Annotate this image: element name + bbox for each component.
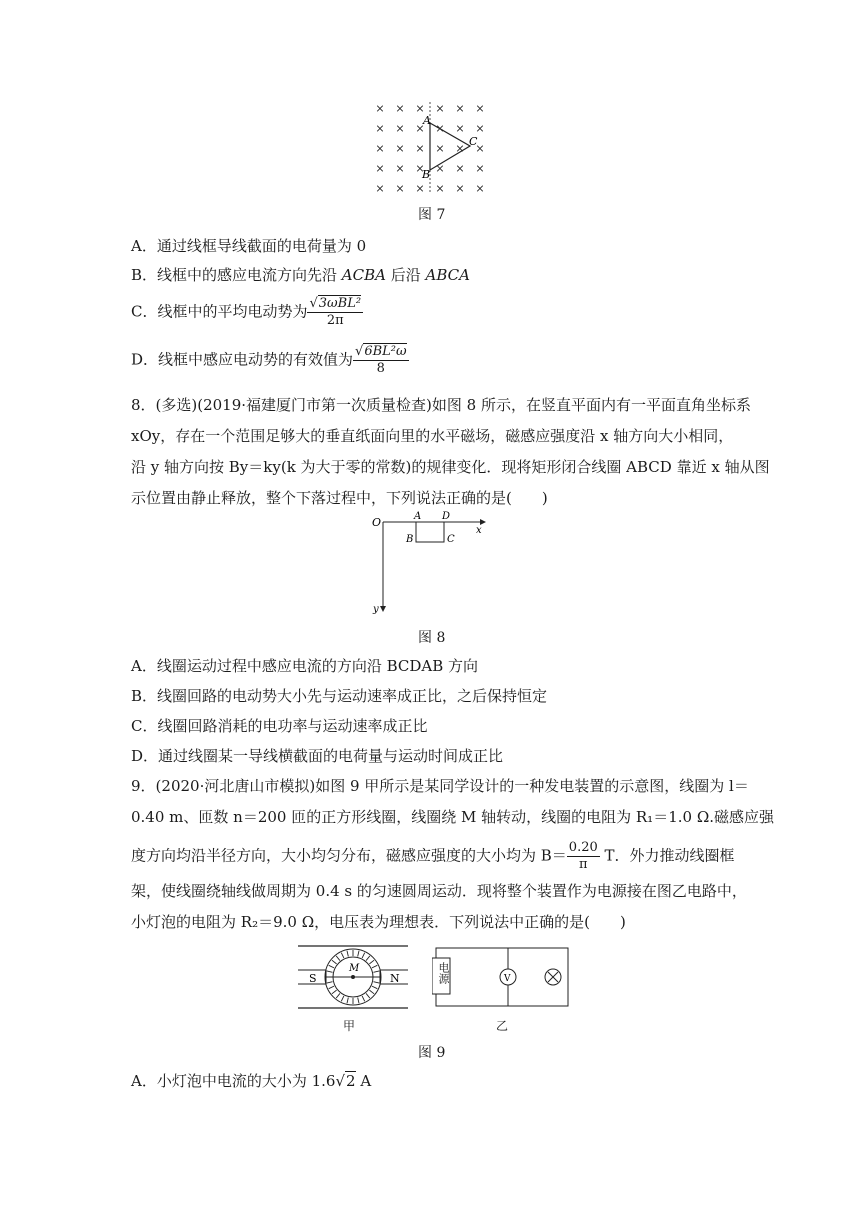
- field-cross-mark: ×: [375, 182, 385, 195]
- q7-option-b: B．线框中的感应电流方向先沿 ACBA 后沿 ABCA: [131, 266, 470, 284]
- fraction: $\frac{\text{√6BL²ω}}{8}$: [355, 344, 407, 376]
- fig7-label-A: A: [423, 114, 431, 127]
- radial-field-line: [347, 951, 348, 957]
- svg-text:D: D: [442, 511, 451, 522]
- q9-line-5: 小灯泡的电阻为 R₂＝9.0 Ω，电压表为理想表．下列说法中正确的是( ): [131, 913, 626, 931]
- radial-field-line: [362, 953, 365, 958]
- fig7-label-C: C: [469, 135, 478, 148]
- figure-9-right-caption: 乙: [496, 1019, 509, 1033]
- field-cross-mark: ×: [475, 182, 485, 195]
- radial-field-line: [336, 956, 340, 961]
- svg-text:M: M: [349, 963, 360, 974]
- field-cross-mark: ×: [415, 162, 425, 175]
- svg-text:C: C: [447, 534, 455, 545]
- radial-field-line: [336, 993, 340, 998]
- field-cross-mark: ×: [395, 122, 405, 135]
- figure-7-caption: 图 7: [418, 207, 446, 223]
- radial-field-line: [327, 982, 333, 983]
- figure-9-left-caption: 甲: [343, 1019, 356, 1033]
- field-cross-mark: ×: [395, 182, 405, 195]
- radial-field-line: [341, 953, 344, 958]
- field-cross-mark: ×: [395, 162, 405, 175]
- q9-option-a: A．小灯泡中电流的大小为 1.6√2 A: [131, 1072, 372, 1090]
- radial-field-line: [327, 971, 333, 972]
- radial-field-line: [332, 960, 337, 964]
- fig7-label-B: B: [422, 168, 431, 181]
- q8-line-1: 8．(多选)(2019·福建厦门市第一次质量检查)如图 8 所示，在竖直平面内有一平面直角坐标系: [131, 396, 751, 414]
- field-cross-mark: ×: [475, 142, 485, 155]
- field-cross-mark: ×: [375, 162, 385, 175]
- field-cross-mark: ×: [475, 102, 485, 115]
- figure-9-generator: [296, 942, 411, 1020]
- radial-field-line: [362, 996, 365, 1001]
- figure-7: [368, 98, 493, 198]
- q8-option-a: A．线圈运动过程中感应电流的方向沿 BCDAB 方向: [131, 657, 479, 675]
- q7-option-a: A．通过线框导线截面的电荷量为 0: [131, 237, 367, 255]
- svg-text:N: N: [390, 972, 400, 985]
- radial-field-line: [372, 965, 377, 968]
- svg-text:B: B: [406, 534, 414, 545]
- svg-text:x: x: [476, 525, 482, 536]
- field-cross-mark: ×: [395, 142, 405, 155]
- field-cross-mark: ×: [455, 182, 465, 195]
- field-cross-mark: ×: [435, 102, 445, 115]
- q9-line-4: 架，使线圈绕轴线做周期为 0.4 s 的匀速圆周运动．现将整个装置作为电源接在图乙电路中，: [131, 882, 747, 900]
- q8-line-4: 示位置由静止释放，整个下落过程中，下列说法正确的是( ): [131, 489, 548, 507]
- svg-text:V: V: [504, 974, 511, 984]
- q8-option-b: B．线圈回路的电动势大小先与运动速率成正比，之后保持恒定: [131, 687, 548, 705]
- field-cross-mark: ×: [415, 142, 425, 155]
- field-cross-mark: ×: [455, 122, 465, 135]
- power-source-label: 电源: [437, 962, 450, 984]
- q8-line-2: xOy，存在一个范围足够大的垂直纸面向里的水平磁场，磁感应强度沿 x 轴方向大小相同，: [131, 427, 734, 445]
- q8-option-d: D．通过线圈某一导线横截面的电荷量与运动时间成正比: [131, 747, 504, 765]
- field-cross-mark: ×: [415, 182, 425, 195]
- radial-field-line: [366, 993, 370, 998]
- q9-line-1: 9．(2020·河北唐山市模拟)如图 9 甲所示是某同学设计的一种发电装置的示意图，线圈为 l＝: [131, 777, 749, 795]
- svg-text:A: A: [414, 511, 422, 522]
- rectangular-coil: [416, 522, 444, 542]
- radial-field-line: [369, 990, 374, 994]
- q7-option-d: D．线框中感应电动势的有效值为 $\frac{\text{√6BL²ω}}{8}$: [131, 344, 407, 376]
- radial-field-line: [369, 960, 374, 964]
- radial-field-line: [373, 982, 379, 983]
- radial-field-line: [347, 997, 348, 1003]
- radial-field-line: [329, 965, 334, 968]
- figure-8: [370, 510, 490, 615]
- field-cross-mark: ×: [435, 162, 445, 175]
- field-cross-mark: ×: [375, 142, 385, 155]
- field-cross-mark: ×: [475, 122, 485, 135]
- radial-field-line: [341, 996, 344, 1001]
- field-cross-mark: ×: [455, 142, 465, 155]
- radial-field-line: [373, 971, 379, 972]
- svg-text:O: O: [372, 516, 382, 529]
- q9-line-3: 度方向均沿半径方向，大小均匀分布，磁感应强度的大小均为 B＝ $\frac{0.20}{\pi}$ T．外力推动线圈框: [131, 840, 735, 872]
- radial-field-line: [332, 990, 337, 994]
- field-cross-mark: ×: [475, 162, 485, 175]
- radial-field-line: [358, 951, 359, 957]
- q9-line-2: 0.40 m、匝数 n＝200 匝的正方形线圈，线圈绕 M 轴转动，线圈的电阻为 R₁＝1.0 Ω.磁感应强: [131, 808, 775, 826]
- fraction: $\frac{0.20}{\pi}$: [568, 840, 598, 872]
- radial-field-line: [358, 997, 359, 1003]
- q8-line-3: 沿 y 轴方向按 By＝ky(k 为大于零的常数)的规律变化．现将矩形闭合线圈 ABCD 靠近 x 轴从图: [131, 458, 770, 476]
- field-cross-mark: ×: [375, 122, 385, 135]
- q7-option-c: C．线框中的平均电动势为 $\frac{\text{√3ωBL²}}{2\pi}$: [131, 296, 362, 328]
- field-cross-mark: ×: [455, 162, 465, 175]
- field-cross-mark: ×: [395, 102, 405, 115]
- field-cross-mark: ×: [435, 142, 445, 155]
- svg-text:y: y: [373, 604, 379, 615]
- field-cross-mark: ×: [455, 102, 465, 115]
- figure-8-caption: 图 8: [418, 630, 446, 646]
- field-cross-mark: ×: [415, 102, 425, 115]
- figure-9-circuit: [432, 944, 572, 1010]
- radial-field-line: [372, 986, 377, 989]
- field-cross-mark: ×: [435, 122, 445, 135]
- figure-9-caption: 图 9: [418, 1045, 446, 1061]
- field-cross-mark: ×: [375, 102, 385, 115]
- q8-option-c: C．线圈回路消耗的电功率与运动速率成正比: [131, 717, 428, 735]
- fraction: $\frac{\text{√3ωBL²}}{2\pi}$: [309, 296, 362, 328]
- svg-text:S: S: [309, 972, 317, 985]
- field-cross-mark: ×: [435, 182, 445, 195]
- radial-field-line: [329, 986, 334, 989]
- field-cross-mark: ×: [415, 122, 425, 135]
- radial-field-line: [366, 956, 370, 961]
